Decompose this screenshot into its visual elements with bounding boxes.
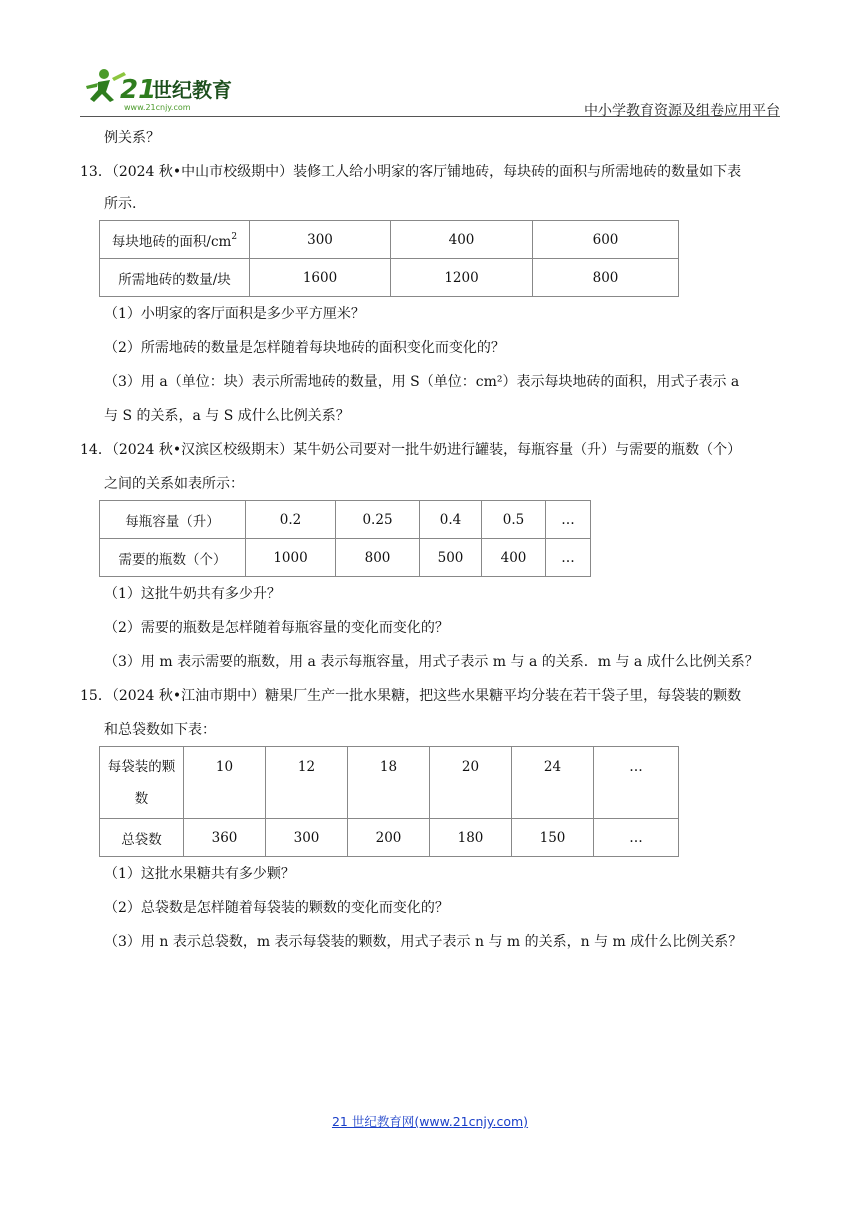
table-row	[100, 819, 679, 857]
table-cell: 0.25	[336, 501, 420, 539]
platform-name: 中小学教育资源及组卷应用平台	[584, 103, 780, 119]
row-label: 总袋数	[100, 819, 184, 857]
footer-link[interactable]: 21 世纪教育网(www.21cnjy.com)	[331, 1114, 529, 1129]
svg-text:世纪教育: 世纪教育	[152, 78, 232, 102]
q14-sub1: （1）这批牛奶共有多少升？	[104, 586, 281, 602]
page-header	[80, 66, 780, 118]
table-cell: 0.2	[246, 501, 336, 539]
q13-sub2: （2）所需地砖的数量是怎样随着每块地砖的面积变化而变化的？	[104, 340, 505, 356]
q15-stem-cont: 和总袋数如下表：	[104, 722, 216, 738]
row-label: 每瓶容量（升）	[100, 501, 246, 539]
continuation-text: 例关系？	[104, 130, 160, 146]
table-cell: 0.5	[482, 501, 546, 539]
table-cell: 20	[430, 747, 512, 819]
table-cell: 800	[533, 259, 679, 297]
table-cell: 800	[336, 539, 420, 577]
table-row	[100, 539, 591, 577]
q15-table	[99, 746, 679, 857]
row-label: 每块地砖的面积$/cm^2$	[100, 221, 250, 259]
table-cell: 1200	[391, 259, 533, 297]
table-cell: 1000	[246, 539, 336, 577]
q15-sub2: （2）总袋数是怎样随着每袋装的颗数的变化而变化的？	[104, 900, 449, 916]
row-label: 需要的瓶数（个）	[100, 539, 246, 577]
table-cell: 24	[512, 747, 594, 819]
q14-stem-cont: 之间的关系如表所示：	[104, 476, 244, 492]
table-cell: 300	[250, 221, 391, 259]
q14-sub3: （3）用 m 表示需要的瓶数，用 a 表示每瓶容量，用式子表示 m 与 a 的关系．m 与 a 成什么比例关系？	[104, 654, 759, 670]
header-divider	[80, 116, 780, 117]
table-cell: 600	[533, 221, 679, 259]
q13-sub3-cont: 与 S 的关系，a 与 S 成什么比例关系？	[104, 408, 350, 424]
row-label: 每袋装的颗 数	[100, 747, 184, 819]
table-cell: 18	[348, 747, 430, 819]
q14-sub2: （2）需要的瓶数是怎样随着每瓶容量的变化而变化的？	[104, 620, 449, 636]
site-logo	[80, 66, 255, 116]
q15-sub3: （3）用 n 表示总袋数，m 表示每袋装的颗数，用式子表示 n 与 m 的关系，n 与 m 成什么比例关系？	[104, 934, 743, 950]
table-cell: 180	[430, 819, 512, 857]
q14-stem: 14．（2024 秋•汉滨区校级期末）某牛奶公司要对一批牛奶进行罐装，每瓶容量（升）与需要的瓶数（个）	[80, 442, 742, 458]
table-cell: 500	[420, 539, 482, 577]
table-cell: 300	[266, 819, 348, 857]
table-cell: 400	[482, 539, 546, 577]
q15-sub1: （1）这批水果糖共有多少颗？	[104, 866, 295, 882]
table-cell: …	[546, 539, 591, 577]
table-row	[100, 747, 679, 819]
table-cell: 360	[184, 819, 266, 857]
table-cell: 200	[348, 819, 430, 857]
q13-sub3: （3）用 a（单位：块）表示所需地砖的数量，用 S（单位：cm²）表示每块地砖的面积，用式子表示 a	[104, 374, 740, 390]
table-cell: 400	[391, 221, 533, 259]
q15-stem: 15．（2024 秋•江油市期中）糖果厂生产一批水果糖，把这些水果糖平均分装在若干袋子里，每袋装的颗数	[80, 688, 742, 704]
table-row	[100, 259, 679, 297]
row-label: 所需地砖的数量/块	[100, 259, 250, 297]
table-row	[100, 221, 679, 259]
table-cell: …	[594, 819, 679, 857]
svg-text:www.21cnjy.com: www.21cnjy.com	[124, 103, 191, 112]
table-row	[100, 501, 591, 539]
table-cell: 10	[184, 747, 266, 819]
q13-stem: 13．（2024 秋•中山市校级期中）装修工人给小明家的客厅铺地砖，每块砖的面积与所需地砖的数量如下表	[80, 164, 742, 180]
table-cell: 1600	[250, 259, 391, 297]
table-cell: …	[546, 501, 591, 539]
table-cell: 12	[266, 747, 348, 819]
q13-stem-cont: 所示.	[104, 196, 137, 212]
q14-table	[99, 500, 591, 577]
q13-table	[99, 220, 679, 297]
table-cell: 0.4	[420, 501, 482, 539]
svg-text:21: 21	[120, 75, 157, 105]
q13-sub1: （1）小明家的客厅面积是多少平方厘米？	[104, 306, 365, 322]
table-cell: 150	[512, 819, 594, 857]
table-cell: …	[594, 747, 679, 819]
